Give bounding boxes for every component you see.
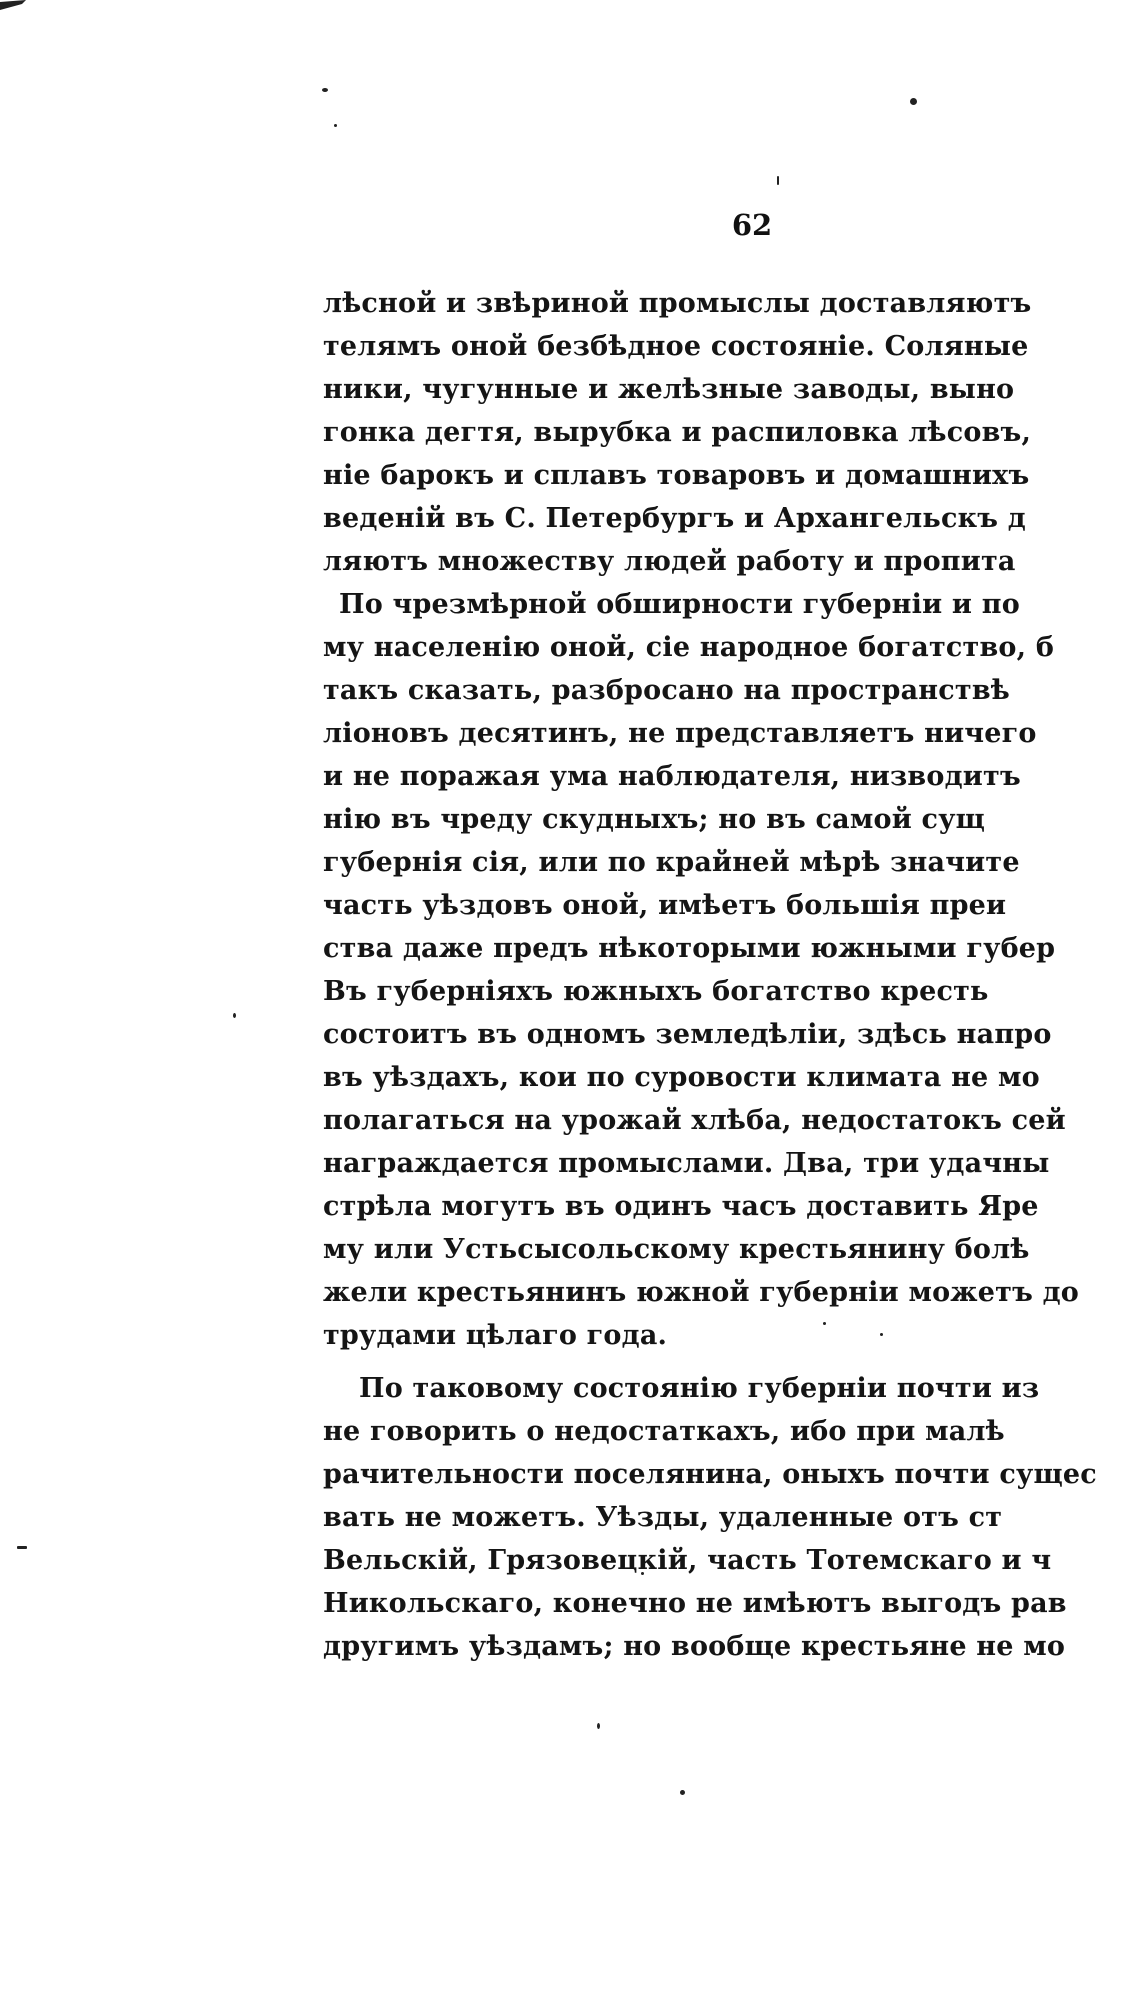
text-line: ніе барокъ и сплавъ товаровъ и домашнихъ [323, 460, 1030, 491]
text-line: Въ губерніяхъ южныхъ богатство кресть [323, 976, 989, 1007]
text-line: нію въ чреду скудныхъ; но въ самой сущ [323, 804, 986, 835]
text-line: вать не можетъ. Уѣзды, удаленные отъ ст [323, 1502, 1003, 1533]
page-number: 62 [731, 208, 773, 242]
text-line: не говорить о недостаткахъ, ибо при малѣ [323, 1416, 1005, 1447]
text-line: рачительности поселянина, оныхъ почти сущес [323, 1459, 1097, 1490]
text-line: ники, чугунные и желѣзные заводы, выно [323, 374, 1015, 405]
text-line: лѣсной и звѣриной промыслы доставляютъ [323, 288, 1032, 319]
text-line: гонка дегтя, вырубка и распиловка лѣсовъ, [323, 417, 1032, 448]
text-line: въ уѣздахъ, кои по суровости климата не мо [323, 1062, 1040, 1093]
scan-speck [910, 98, 917, 105]
text-line: награждается промыслами. Два, три удачны [323, 1148, 1050, 1179]
text-line: ліоновъ десятинъ, не представляетъ ничего [323, 718, 1037, 749]
text-line: часть уѣздовъ оной, имѣетъ большія преи [323, 890, 1007, 921]
paragraph-first-line: По чрезмѣрной обширности губерніи и по [339, 589, 1020, 620]
text-line: веденій въ С. Петербургъ и Архангельскъ д [323, 503, 1026, 534]
text-line: такъ сказать, разбросано на пространствѣ [323, 675, 1010, 706]
scan-speck [322, 88, 328, 92]
body-text [323, 282, 1140, 1668]
text-line: Никольскаго, конечно не имѣютъ выгодъ рав [323, 1588, 1067, 1619]
text-line: другимъ уѣздамъ; но вообще крестьяне не мо [323, 1631, 1066, 1662]
scan-speck [597, 1723, 600, 1729]
text-line: жели крестьянинъ южной губерніи можетъ до [323, 1277, 1079, 1308]
paragraph-first-line: По таковому состоянію губерніи почти из [359, 1373, 1040, 1404]
scan-speck [233, 1013, 236, 1018]
corner-scan-mark [0, 0, 30, 14]
scan-speck [777, 176, 779, 185]
text-line: губернія сія, или по крайней мѣрѣ значите [323, 847, 1020, 878]
text-line: ства даже предъ нѣкоторыми южными губер [323, 933, 1056, 964]
text-line: му или Устьсысольскому крестьянину болѣ [323, 1234, 1030, 1265]
scan-speck [334, 124, 337, 127]
text-line: состоитъ въ одномъ земледѣліи, здѣсь напро [323, 1019, 1052, 1050]
text-line: Вельскій, Грязовецкій, часть Тотемскаго и ч [323, 1545, 1052, 1576]
text-line: телямъ оной безбѣдное состояніе. Соляные [323, 331, 1029, 362]
scan-speck [680, 1790, 685, 1795]
scan-speck [17, 1546, 27, 1549]
text-line: трудами цѣлаго года. [323, 1320, 668, 1351]
text-line: стрѣла могутъ въ одинъ часъ доставить Яре [323, 1191, 1039, 1222]
text-line: полагаться на урожай хлѣба, недостатокъ сей [323, 1105, 1066, 1136]
text-line: му населенію оной, сіе народное богатство, б [323, 632, 1055, 663]
text-line: ляютъ множеству людей работу и пропита [323, 546, 1016, 577]
text-line: и не поражая ума наблюдателя, низводитъ [323, 761, 1021, 792]
